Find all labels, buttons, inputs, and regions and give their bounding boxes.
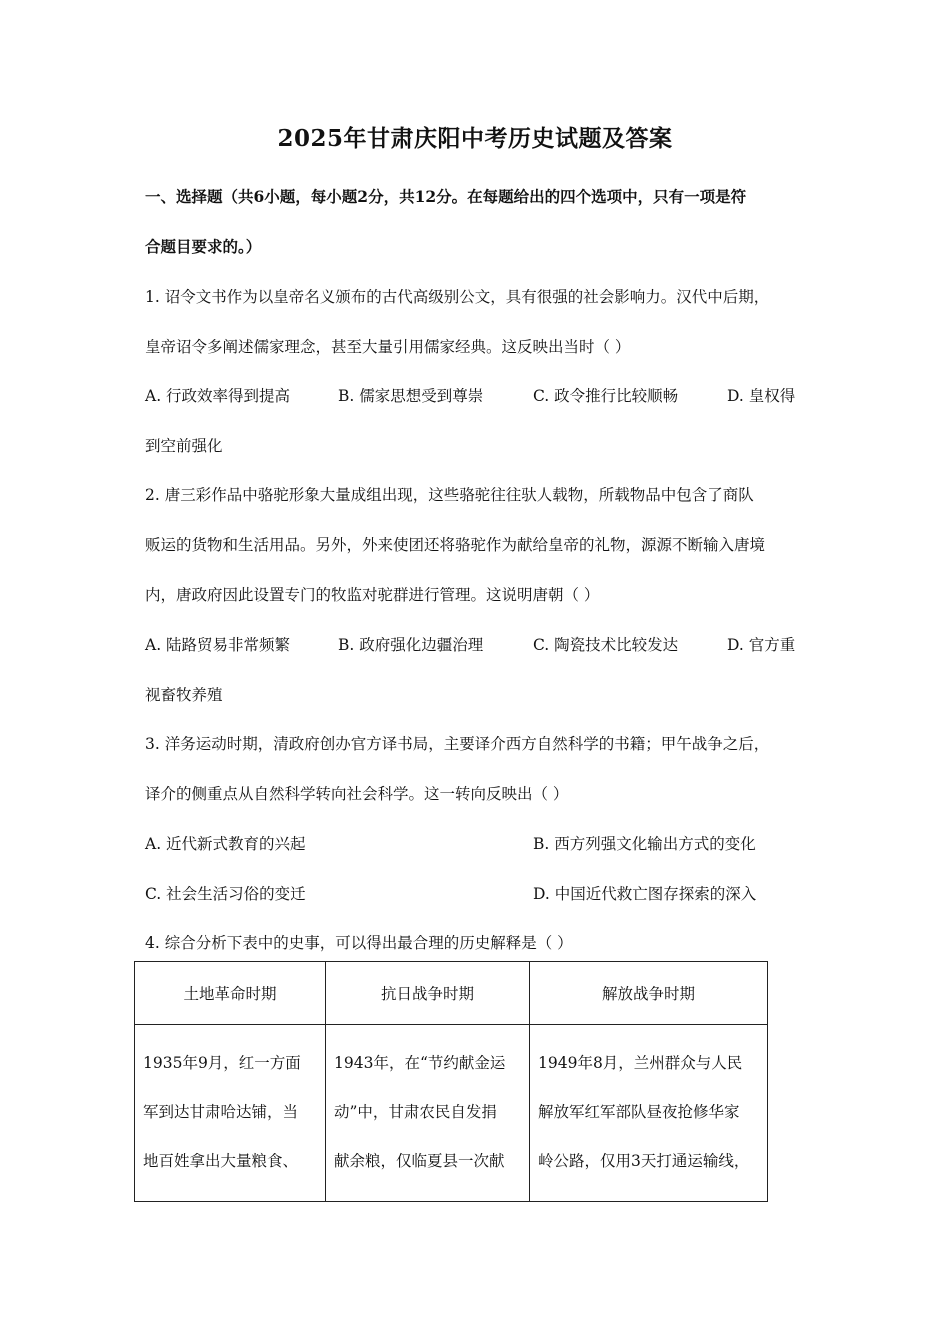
- table-cell-line: 解放军红军部队昼夜抢修华家: [538, 1103, 740, 1121]
- table-cell-line: 1949年8月，兰州群众与人民: [538, 1054, 743, 1072]
- q2-option-c: C. 陶瓷技术比较发达: [533, 636, 679, 654]
- table-header-cell: 抗日战争时期: [326, 962, 530, 1025]
- history-table: [134, 961, 768, 1202]
- q1-option-d: D. 皇权得: [727, 387, 796, 405]
- table-cell-line: 军到达甘肃哈达铺，当: [143, 1103, 299, 1121]
- q2-option-d-wrap: 视畜牧养殖: [145, 686, 223, 704]
- q3-option-d: D. 中国近代救亡图存探索的深入: [533, 885, 757, 903]
- page-title: 2025年甘肃庆阳中考历史试题及答案: [277, 125, 673, 152]
- table-header-cell: 解放战争时期: [530, 962, 768, 1025]
- q2-option-d: D. 官方重: [727, 636, 796, 654]
- table-header-cell: 土地革命时期: [135, 962, 326, 1025]
- q3-option-b: B. 西方列强文化输出方式的变化: [533, 835, 756, 853]
- q1-line-2: 皇帝诏令多阐述儒家理念，甚至大量引用儒家经典。这反映出当时（ ）: [145, 338, 631, 356]
- q1-option-d-wrap: 到空前强化: [145, 437, 223, 455]
- q4-line-1: 4. 综合分析下表中的史事，可以得出最合理的历史解释是（ ）: [145, 934, 573, 952]
- table-cell-line: 1943年，在“节约献金运: [334, 1054, 506, 1072]
- table-cell: [530, 1025, 768, 1202]
- table-cell-line: 动”中，甘肃农民自发捐: [334, 1103, 497, 1121]
- q2-option-a: A. 陆路贸易非常频繁: [145, 636, 291, 654]
- q1-line-1: 1. 诏令文书作为以皇帝名义颁布的古代高级别公文，具有很强的社会影响力。汉代中后期，: [145, 288, 770, 306]
- table-cell: [326, 1025, 530, 1202]
- q3-option-c: C. 社会生活习俗的变迁: [145, 885, 306, 903]
- section-heading-line-1: 一、选择题（共6小题，每小题2分，共12分。在每题给出的四个选项中，只有一项是符: [145, 187, 747, 206]
- section-heading-line-2: 合题目要求的。）: [145, 237, 262, 256]
- q3-line-2: 译介的侧重点从自然科学转向社会科学。这一转向反映出（ ）: [145, 785, 569, 803]
- q1-option-c: C. 政令推行比较顺畅: [533, 387, 679, 405]
- table-header-row: [135, 962, 768, 1025]
- q1-option-a: A. 行政效率得到提高: [145, 387, 291, 405]
- table-cell-line: 献余粮，仅临夏县一次献: [334, 1152, 505, 1170]
- table-cell-line: 地百姓拿出大量粮食、: [143, 1152, 299, 1170]
- q2-line-3: 内，唐政府因此设置专门的牧监对驼群进行管理。这说明唐朝（ ）: [145, 586, 600, 604]
- q2-line-2: 贩运的货物和生活用品。另外，外来使团还将骆驼作为献给皇帝的礼物，源源不断输入唐境: [145, 536, 766, 554]
- q3-line-1: 3. 洋务运动时期，清政府创办官方译书局，主要译介西方自然科学的书籍；甲午战争之后，: [145, 735, 770, 753]
- table-row: [135, 1025, 768, 1202]
- table-cell: [135, 1025, 326, 1202]
- q2-option-b: B. 政府强化边疆治理: [338, 636, 484, 654]
- q1-option-b: B. 儒家思想受到尊崇: [338, 387, 484, 405]
- table-cell-line: 岭公路，仅用3天打通运输线，: [538, 1152, 750, 1170]
- table-cell-line: 1935年9月，红一方面: [143, 1054, 301, 1072]
- q2-line-1: 2. 唐三彩作品中骆驼形象大量成组出现，这些骆驼往往驮人载物，所载物品中包含了商队: [145, 486, 754, 504]
- q3-option-a: A. 近代新式教育的兴起: [145, 835, 306, 853]
